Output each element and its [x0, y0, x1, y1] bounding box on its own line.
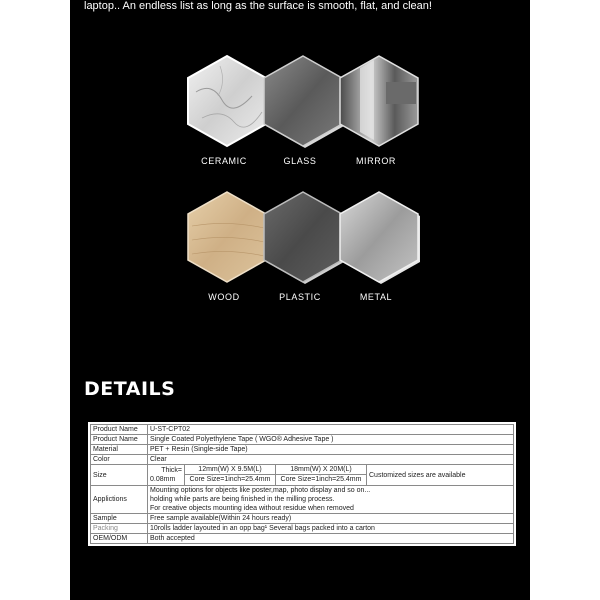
- thickness: [148, 465, 185, 485]
- materials-grid: [70, 0, 530, 330]
- table-row: [91, 445, 514, 455]
- row-value: Both accepted: [148, 534, 514, 544]
- core-size: Core Size=1inch=25.4mm: [189, 476, 271, 483]
- material-metal: [326, 188, 426, 308]
- size-option-2: [276, 465, 367, 485]
- size-dimension: 12mm(W) X 9.5M(L): [185, 465, 275, 475]
- table-row: [91, 425, 514, 435]
- row-value: Single Coated Polyethylene Tape ( WGO® Adhesive Tape ): [148, 435, 514, 445]
- size-option-1: [185, 465, 276, 485]
- custom-size-note: Customized sizes are available: [369, 471, 466, 479]
- row-key: Product Name: [91, 435, 148, 445]
- application-line: holding while parts are being finished in the milling process.: [150, 496, 335, 503]
- details-heading: DETAILS: [84, 378, 176, 400]
- mirror-hexagon-icon: [334, 52, 424, 152]
- row-key: Size: [91, 465, 148, 486]
- table-row: [91, 455, 514, 465]
- material-label: WOOD: [208, 292, 240, 302]
- table-row: [91, 524, 514, 534]
- row-value: 10rolls ladder layouted in an opp bag¹ Several bags packed into a carton: [148, 524, 514, 534]
- table-row: [91, 514, 514, 524]
- spec-table-container: [88, 422, 516, 546]
- row-value: Free sample available(Within 24 hours ready): [148, 514, 514, 524]
- row-key: Material: [91, 445, 148, 455]
- intro-text: laptop.. An endless list as long as the surface is smooth, flat, and clean!: [84, 0, 432, 12]
- row-key: Product Name: [91, 425, 148, 435]
- application-line: Mounting options for objects like poster,map, photo display and so on...: [150, 487, 371, 494]
- material-label: GLASS: [283, 156, 317, 166]
- material-label: PLASTIC: [279, 292, 321, 302]
- size-dimension: 18mm(W) X 20M(L): [276, 465, 366, 475]
- row-value: U-ST-CPT02: [148, 425, 514, 435]
- metal-hexagon-icon: [334, 188, 424, 288]
- table-row-size: [91, 465, 514, 486]
- product-detail-panel: [70, 0, 530, 600]
- size-value-cell: [148, 465, 514, 486]
- thick-value: 0.08mm: [150, 476, 176, 483]
- thick-label: Thick=: [161, 467, 182, 474]
- row-key: Applictions: [91, 486, 148, 514]
- row-key: Sample: [91, 514, 148, 524]
- material-label: MIRROR: [355, 156, 397, 166]
- row-value: Clear: [148, 455, 514, 465]
- material-label: CERAMIC: [201, 156, 247, 166]
- row-value: PET + Resin (Single-side Tape): [148, 445, 514, 455]
- row-key: Packing: [91, 524, 148, 534]
- row-value: [148, 486, 514, 514]
- row-key: OEM/ODM: [91, 534, 148, 544]
- table-row-applications: [91, 486, 514, 514]
- table-row: [91, 534, 514, 544]
- spec-table: [90, 424, 514, 544]
- material-label: METAL: [359, 292, 393, 302]
- row-key: Color: [91, 455, 148, 465]
- application-line: For creative objects mounting idea without residue when removed: [150, 505, 354, 512]
- table-row: [91, 435, 514, 445]
- material-mirror: [326, 52, 426, 172]
- core-size: Core Size=1inch=25.4mm: [280, 476, 362, 483]
